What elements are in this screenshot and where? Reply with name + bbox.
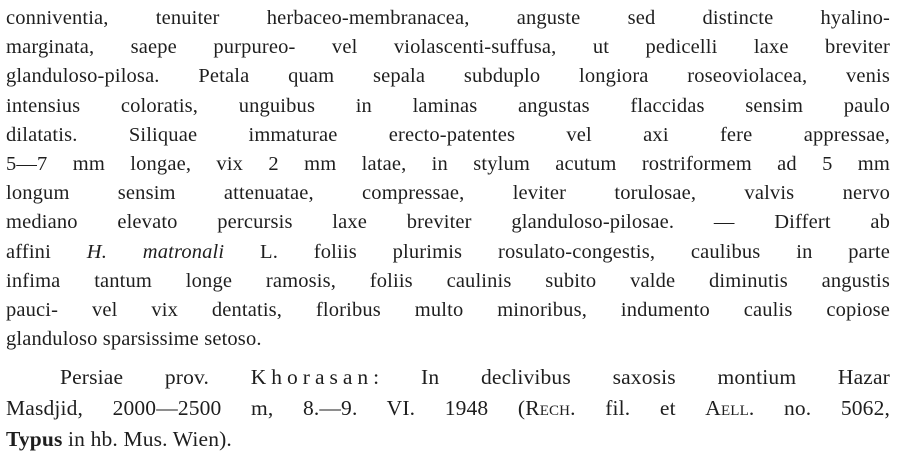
text-line: [6, 362, 890, 393]
text-line: marginata, saepe purpureo- vel violascenti-suffusa, ut pedicelli laxe breviter: [6, 36, 890, 59]
text-line: conniventia, tenuiter herbaceo-membranacea, anguste sed distincte hyalino-: [6, 7, 890, 29]
description-paragraph: [6, 4, 890, 354]
text-line: mediano elevato percursis laxe breviter glanduloso-pilosae. — Differt ab: [6, 211, 890, 234]
text-run: affini: [6, 240, 87, 263]
text-line: longum sensim attenuatae, compressae, leviter torulosae, valvis nervo: [6, 182, 890, 205]
text-line: dilatatis. Siliquae immaturae erecto-patentes vel axi fere appressae,: [6, 123, 890, 146]
text-run: Persiae prov.: [60, 365, 251, 390]
collector-name: Aell.: [705, 396, 755, 421]
text-run: L. foliis plurimis rosulato-congestis, caulibus in parte: [224, 240, 891, 263]
text-run: in hb. Mus. Wien).: [62, 427, 232, 452]
locality-paragraph: [6, 362, 890, 455]
text-line: pauci- vel vix dentatis, floribus multo minoribus, indumento caulis copiose: [6, 298, 890, 321]
text-line: [6, 238, 890, 267]
species-name: H. matronali: [86, 240, 225, 263]
text-run: fil. et: [575, 396, 706, 421]
text-run: : In declivibus saxosis montium Hazar: [373, 365, 890, 390]
text-line: glanduloso sparsissime setoso.: [6, 328, 262, 351]
text-line: infima tantum longe ramosis, foliis caulinis subito valde diminutis angustis: [6, 269, 890, 292]
text-run: no. 5062,: [754, 396, 890, 421]
text-line: glanduloso-pilosa. Petala quam sepala subduplo longiora roseoviolacea, venis: [6, 65, 890, 88]
typus-label: Typus: [6, 427, 63, 452]
region-name: Khorasan: [250, 365, 374, 390]
text-line: [6, 393, 890, 424]
collector-name: Rech.: [525, 396, 576, 421]
text-run: Masdjid, 2000—2500 m, 8.—9. VI. 1948 (: [6, 396, 526, 421]
text-line: intensius coloratis, unguibus in laminas angustas flaccidas sensim paulo: [6, 94, 890, 117]
text-line: [6, 424, 890, 455]
document-page: [6, 4, 890, 455]
text-line: 5—7 mm longae, vix 2 mm latae, in stylum acutum rostriformem ad 5 mm: [6, 152, 890, 175]
